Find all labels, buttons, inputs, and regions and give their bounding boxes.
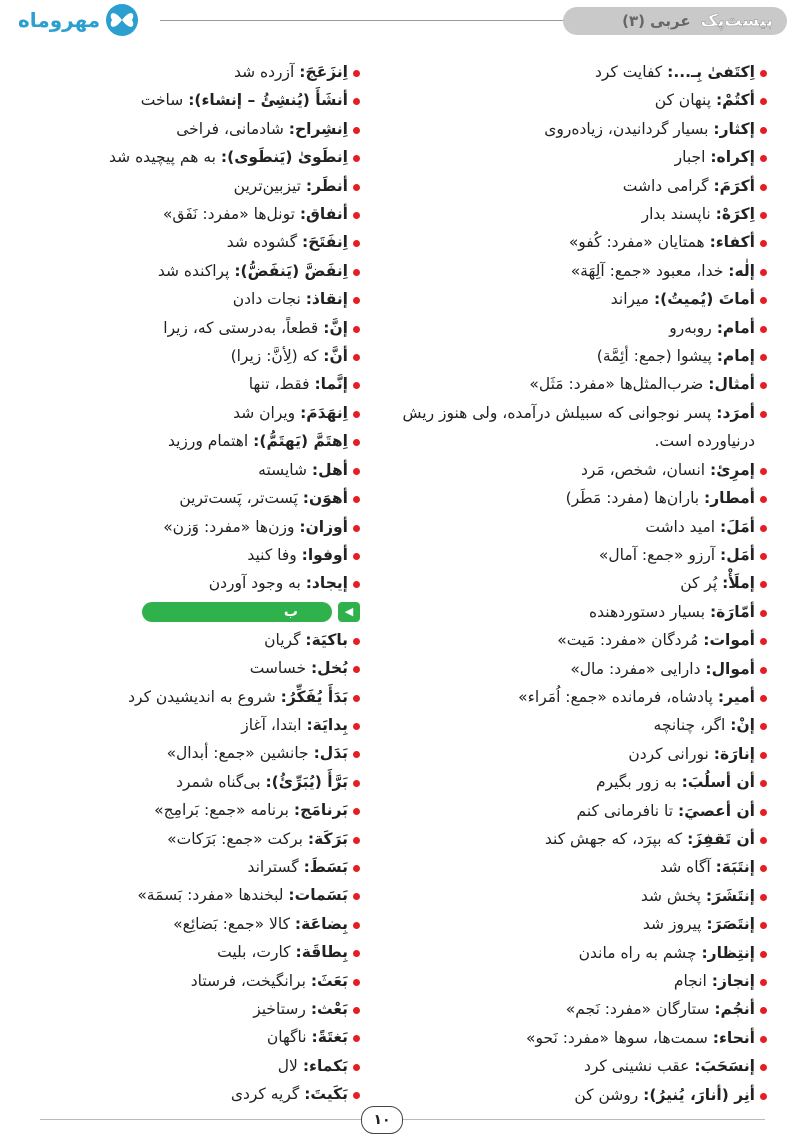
vocab-meaning: خدا، معبود «جمع: آلِهَة» bbox=[570, 261, 729, 280]
vocab-entry bbox=[382, 825, 767, 853]
vocab-entry bbox=[30, 739, 360, 767]
vocab-word: اِهتَمَّ (یَهتَمُّ): bbox=[253, 432, 348, 451]
vocab-entry bbox=[382, 797, 767, 825]
vocab-word: أنجُم: bbox=[714, 1000, 755, 1019]
vocab-word: بِدایَة: bbox=[306, 715, 348, 734]
vocab-meaning: پخش شد bbox=[640, 886, 706, 905]
vocab-word: اِکتَفیٰ بِـ...: bbox=[667, 63, 755, 81]
vocab-entry bbox=[30, 967, 360, 995]
vocab-word: اِکرَهْ: bbox=[715, 205, 755, 224]
vocab-entry bbox=[30, 399, 360, 427]
vocab-entry bbox=[382, 257, 767, 285]
vocab-word: إکثار: bbox=[713, 119, 755, 138]
vocab-entry bbox=[30, 513, 360, 541]
vocab-entry bbox=[382, 399, 767, 456]
vocab-meaning: پسر نوجوانی که سبیلش درآمده، ولی هنوز ریش درنیاورده است. bbox=[402, 403, 755, 451]
vocab-meaning: ناپسند بدار bbox=[641, 205, 716, 224]
vocab-word: أنَّ: bbox=[323, 347, 348, 366]
vocab-entry bbox=[382, 967, 767, 995]
vocab-meaning: ویران شد bbox=[233, 403, 301, 422]
vocab-meaning: بسیار گردانیدن، زیاده‌روی bbox=[544, 119, 714, 138]
vocab-meaning: برنامه «جمع: بَرامِج» bbox=[154, 801, 294, 820]
vocab-entry bbox=[30, 768, 360, 796]
vocab-meaning: بی‌گناه شمرد bbox=[176, 772, 266, 791]
vocab-word: إنتَبَهَ: bbox=[715, 858, 755, 877]
vocab-meaning: برکت «جمع: بَرَکات» bbox=[167, 829, 308, 848]
vocab-meaning: مُردگان «مفرد: مَیت» bbox=[557, 631, 704, 650]
vocab-meaning: لبخندها «مفرد: بَسمَة» bbox=[137, 886, 289, 905]
vocab-entry bbox=[382, 370, 767, 398]
vocab-meaning: برانگیخت، فرستاد bbox=[190, 971, 311, 990]
right-column bbox=[382, 58, 767, 1109]
vocab-word: أکرَمَ: bbox=[713, 176, 755, 195]
vocab-word: بَدَل: bbox=[313, 744, 348, 763]
vocab-word: أمَل: bbox=[720, 545, 755, 564]
vocab-entry bbox=[382, 569, 767, 597]
vocab-word: اِنفَتَحَ: bbox=[302, 233, 348, 252]
vocab-entry bbox=[382, 86, 767, 114]
vocab-entry bbox=[382, 1052, 767, 1080]
vocab-meaning: دارایی «مفرد: مال» bbox=[570, 659, 706, 678]
vocab-entry bbox=[382, 200, 767, 228]
vocab-meaning: نورانی کردن bbox=[628, 744, 714, 763]
vocab-entry bbox=[382, 456, 767, 484]
book-badge bbox=[563, 7, 787, 35]
vocab-entry bbox=[382, 1024, 767, 1052]
vocab-meaning: پَست‌تر، پَست‌ترین bbox=[179, 489, 303, 508]
vocab-meaning: تا نافرمانی کنم bbox=[576, 801, 678, 820]
vocab-word: أمثال: bbox=[708, 375, 755, 394]
vocab-entry bbox=[382, 342, 767, 370]
vocab-meaning: کفایت کرد bbox=[594, 63, 668, 81]
vocab-meaning: ناگهان bbox=[266, 1028, 312, 1047]
vocab-word: أکفاء: bbox=[709, 233, 755, 252]
vocab-word: بَکماء: bbox=[302, 1056, 348, 1075]
vocab-entry bbox=[30, 569, 360, 597]
brand-label: بیست‌پک bbox=[700, 11, 773, 31]
vocab-meaning: قطعاً، به‌درستی که، زیرا bbox=[163, 318, 324, 337]
vocab-meaning: آگاه شد bbox=[660, 858, 716, 877]
vocab-entry bbox=[382, 882, 767, 910]
vocab-word: بُخل: bbox=[310, 659, 348, 678]
vocab-meaning: نجات دادن bbox=[232, 290, 306, 309]
vocab-entry bbox=[30, 654, 360, 682]
vocab-meaning: شایسته bbox=[258, 460, 312, 479]
vocab-meaning: روبه‌رو bbox=[669, 318, 717, 337]
vocab-word: بِطاقَة: bbox=[295, 943, 348, 962]
header-divider bbox=[160, 20, 565, 21]
vocab-word: أنطَر: bbox=[305, 176, 348, 195]
vocab-meaning: آزرده شد bbox=[233, 63, 300, 81]
vocab-entry bbox=[30, 370, 360, 398]
vocab-meaning: امید داشت bbox=[645, 517, 721, 536]
vocab-meaning: پنهان کن bbox=[654, 91, 716, 110]
vocab-entry bbox=[30, 853, 360, 881]
vocab-entry bbox=[382, 598, 767, 626]
vocab-meaning: اجبار bbox=[674, 148, 711, 167]
vocab-meaning: جانشین «جمع: أبدال» bbox=[166, 744, 314, 763]
vocab-word: أمَلَ: bbox=[720, 517, 755, 536]
vocab-meaning: رستاخیز bbox=[253, 1000, 311, 1018]
vocab-word: بَرنامَج: bbox=[293, 801, 348, 820]
vocab-word: بَکَیتَ: bbox=[304, 1085, 348, 1104]
vocab-entry bbox=[382, 172, 767, 200]
vocab-word: إنتَصَرَ: bbox=[706, 915, 755, 934]
vocab-word: اِنفَضَّ (یَنفَضُّ): bbox=[234, 261, 348, 280]
page-number: ۱۰ bbox=[361, 1106, 403, 1134]
vocab-word: أن أسلُبَ: bbox=[681, 773, 755, 792]
vocab-meaning: انجام bbox=[673, 972, 712, 990]
vocab-meaning: که (لِأنَّ: زیرا) bbox=[230, 347, 324, 366]
vocab-entry bbox=[30, 58, 360, 86]
vocab-entry bbox=[30, 541, 360, 569]
vocab-meaning: گریه کردی bbox=[230, 1085, 305, 1104]
vocab-word: أموال: bbox=[705, 659, 755, 678]
vocab-entry bbox=[30, 711, 360, 739]
vocab-word: أماتَ (یُمیتُ): bbox=[653, 290, 755, 309]
vocab-entry bbox=[382, 541, 767, 569]
vocab-word: إمرِئ: bbox=[710, 460, 755, 479]
vocab-meaning: پیروز شد bbox=[642, 915, 707, 934]
vocab-entry bbox=[382, 683, 767, 711]
vocab-meaning: گشوده شد bbox=[226, 233, 302, 252]
vocab-word: إنارَة: bbox=[713, 744, 755, 763]
vocab-entry bbox=[382, 853, 767, 881]
vocab-meaning: سمت‌ها، سوها «مفرد: نَحو» bbox=[525, 1028, 713, 1047]
vocab-meaning: فقط، تنها bbox=[248, 375, 315, 394]
vocab-meaning: ابتدا، آغاز bbox=[241, 715, 307, 734]
vocab-entry bbox=[30, 825, 360, 853]
vocab-meaning: تونل‌ها «مفرد: نَفَق» bbox=[162, 205, 300, 224]
vocab-meaning: باران‌ها (مفرد: مَطَر) bbox=[565, 489, 705, 508]
vocab-entry bbox=[30, 1052, 360, 1080]
vocab-meaning: انسان، شخص، مَرد bbox=[580, 460, 711, 479]
vocab-entry bbox=[30, 285, 360, 313]
vocab-entry bbox=[30, 1023, 360, 1051]
vocab-entry bbox=[30, 172, 360, 200]
vocab-entry bbox=[30, 626, 360, 654]
vocab-meaning: کارت، بلیت bbox=[217, 943, 296, 962]
vocab-meaning: پادشاه، فرمانده «جمع: اُمَراء» bbox=[518, 687, 718, 706]
vocab-word: إنَّ: bbox=[323, 318, 348, 337]
vocab-word: إلٰه: bbox=[728, 261, 755, 280]
vocab-meaning: بسیار دستوردهنده bbox=[589, 602, 710, 621]
vocab-word: بَسَطَ: bbox=[303, 857, 348, 876]
vocab-word: اِنطَویٰ (یَنطَوی): bbox=[220, 148, 348, 167]
vocab-entry bbox=[30, 143, 360, 171]
vocab-meaning: آرزو «جمع: آمال» bbox=[598, 545, 721, 564]
vocab-meaning: به زور بگیرم bbox=[596, 773, 682, 792]
butterfly-icon bbox=[102, 3, 142, 37]
vocab-meaning: اهتمام ورزید bbox=[167, 432, 254, 451]
vocab-word: بَعْث: bbox=[310, 1000, 348, 1018]
vocab-word: اِنهَدَمَ: bbox=[300, 403, 348, 422]
vocab-meaning: اگر، چنانچه bbox=[653, 716, 731, 735]
vocab-word: أمطار: bbox=[704, 489, 755, 508]
vocab-word: إنتِظار: bbox=[701, 943, 755, 962]
vocab-word: بَعَثَ: bbox=[310, 971, 348, 990]
vocab-entry bbox=[382, 910, 767, 938]
section-arrow-icon: ◀ bbox=[338, 602, 360, 622]
vocab-word: أکتُمْ: bbox=[715, 91, 755, 110]
vocab-word: إنجاز: bbox=[711, 972, 755, 990]
vocab-meaning: ضرب‌المثل‌ها «مفرد: مَثَل» bbox=[529, 375, 709, 394]
logo-text: مهروماه bbox=[18, 8, 101, 32]
vocab-meaning: به هم پیچیده شد bbox=[109, 148, 221, 167]
vocab-word: أن تَقفِزَ: bbox=[687, 829, 755, 848]
vocab-word: اِنزَعَجَ: bbox=[299, 63, 348, 81]
vocab-word: إملَأْ: bbox=[722, 574, 755, 593]
vocab-word: بَغتَةً: bbox=[311, 1028, 348, 1047]
vocab-word: أنِر (أنارَ، یُنیرُ): bbox=[643, 1085, 755, 1104]
vocab-entry bbox=[382, 314, 767, 342]
vocab-word: إنقاذ: bbox=[305, 290, 348, 309]
vocab-entry bbox=[30, 683, 360, 711]
vocab-meaning: همتایان «مفرد: کُفو» bbox=[568, 233, 710, 252]
section-header-b bbox=[30, 601, 360, 623]
vocab-meaning: گرامی داشت bbox=[622, 176, 714, 195]
vocab-entry bbox=[30, 86, 360, 114]
vocab-word: إنَّما: bbox=[314, 375, 348, 394]
vocab-entry bbox=[382, 115, 767, 143]
vocab-meaning: تیزبین‌ترین bbox=[233, 176, 306, 195]
vocab-word: أنشَأَ (یُنشِئُ – إنشاء): bbox=[188, 91, 348, 110]
vocab-meaning: گستراند bbox=[247, 857, 304, 876]
subject-label: عربی (۳) bbox=[622, 12, 691, 30]
vocab-entry bbox=[30, 881, 360, 909]
vocab-word: بَسَمات: bbox=[288, 886, 348, 905]
vocab-word: إنسَحَبَ: bbox=[694, 1057, 755, 1076]
vocab-word: أوفوا: bbox=[301, 545, 348, 564]
vocab-meaning: کالا «جمع: بَضائِع» bbox=[173, 914, 295, 933]
vocab-entry bbox=[30, 342, 360, 370]
vocab-word: إمام: bbox=[716, 347, 755, 366]
vocab-word: أهوَن: bbox=[302, 489, 348, 508]
vocab-word: بَرَکَة: bbox=[307, 829, 348, 848]
vocab-word: أوزان: bbox=[299, 517, 348, 536]
vocab-entry bbox=[30, 796, 360, 824]
vocab-entry bbox=[30, 257, 360, 285]
vocab-word: إکراه: bbox=[710, 148, 755, 167]
vocab-meaning: وزن‌ها «مفرد: وَزن» bbox=[163, 517, 300, 536]
vocab-word: أنحاء: bbox=[712, 1028, 755, 1047]
vocab-entry bbox=[30, 910, 360, 938]
vocab-word: بَرَّأَ (یُبَرِّئُ): bbox=[265, 772, 348, 791]
vocab-entry bbox=[382, 143, 767, 171]
vocab-entry bbox=[382, 285, 767, 313]
left-column bbox=[30, 58, 360, 1109]
vocab-word: أمام: bbox=[716, 318, 755, 337]
vocab-entry bbox=[30, 228, 360, 256]
vocab-meaning: عقب نشینی کرد bbox=[583, 1057, 695, 1076]
section-letter: ب bbox=[142, 602, 332, 622]
vocab-word: إیجاد: bbox=[305, 574, 348, 593]
vocab-word: أمرَد: bbox=[716, 403, 755, 422]
vocab-entry bbox=[382, 1081, 767, 1109]
vocab-entry bbox=[30, 938, 360, 966]
vocab-entry bbox=[382, 484, 767, 512]
vocab-word: إنتَشَرَ: bbox=[705, 886, 755, 905]
page-header bbox=[0, 0, 805, 44]
vocab-entry bbox=[382, 740, 767, 768]
vocab-entry bbox=[382, 995, 767, 1023]
vocab-entry bbox=[382, 711, 767, 739]
vocab-word: بِضاعَة: bbox=[294, 914, 348, 933]
vocab-entry bbox=[382, 513, 767, 541]
vocab-meaning: میراند bbox=[610, 290, 654, 309]
vocab-meaning: روشن کن bbox=[574, 1085, 644, 1104]
vocab-meaning: شروع به اندیشیدن کرد bbox=[128, 687, 281, 706]
vocab-word: باکیَة: bbox=[305, 630, 348, 649]
vocab-word: أمّارَة: bbox=[709, 602, 755, 621]
vocab-meaning: پیشوا (جمع: أئِمَّة) bbox=[596, 347, 717, 366]
vocab-word: أمیر: bbox=[717, 687, 755, 706]
vocab-meaning: خساست bbox=[249, 659, 311, 678]
vocab-entry bbox=[382, 939, 767, 967]
vocab-entry bbox=[30, 314, 360, 342]
vocab-meaning: ستارگان «مفرد: نَجم» bbox=[565, 1000, 715, 1019]
vocab-entry bbox=[382, 58, 767, 86]
vocab-entry bbox=[30, 200, 360, 228]
vocab-entry bbox=[382, 768, 767, 796]
vocab-entry bbox=[30, 1080, 360, 1108]
vocab-entry bbox=[382, 655, 767, 683]
vocab-entry bbox=[30, 115, 360, 143]
vocab-meaning: پراکنده شد bbox=[157, 261, 235, 280]
vocab-entry bbox=[30, 484, 360, 512]
vocab-meaning: پُر کن bbox=[680, 574, 723, 593]
vocab-entry bbox=[382, 626, 767, 654]
vocab-entry bbox=[30, 995, 360, 1023]
vocab-meaning: چشم به راه ماندن bbox=[578, 943, 702, 962]
vocab-word: بَدَأَ یُفَکِّرُ: bbox=[280, 687, 348, 706]
vocab-word: أن أعصيَ: bbox=[678, 801, 755, 820]
vocab-word: اِنشِراح: bbox=[288, 119, 348, 138]
vocab-meaning: گریان bbox=[264, 630, 306, 649]
vocab-entry bbox=[30, 456, 360, 484]
publisher-logo bbox=[18, 2, 142, 38]
vocab-meaning: وفا کنید bbox=[247, 545, 302, 564]
vocab-meaning: به وجود آوردن bbox=[208, 574, 306, 593]
vocab-word: أموات: bbox=[703, 631, 755, 650]
vocab-word: أنفاق: bbox=[299, 205, 348, 224]
vocab-word: أهل: bbox=[311, 460, 348, 479]
vocab-meaning: ساخت bbox=[140, 91, 189, 110]
vocab-meaning: لال bbox=[277, 1056, 303, 1075]
vocab-meaning: شادمانی، فراخی bbox=[176, 119, 289, 138]
vocab-word: إنْ: bbox=[730, 716, 755, 735]
vocab-entry bbox=[382, 228, 767, 256]
vocab-meaning: که بپرَد، که جهش کند bbox=[544, 829, 688, 848]
vocab-entry bbox=[30, 427, 360, 455]
